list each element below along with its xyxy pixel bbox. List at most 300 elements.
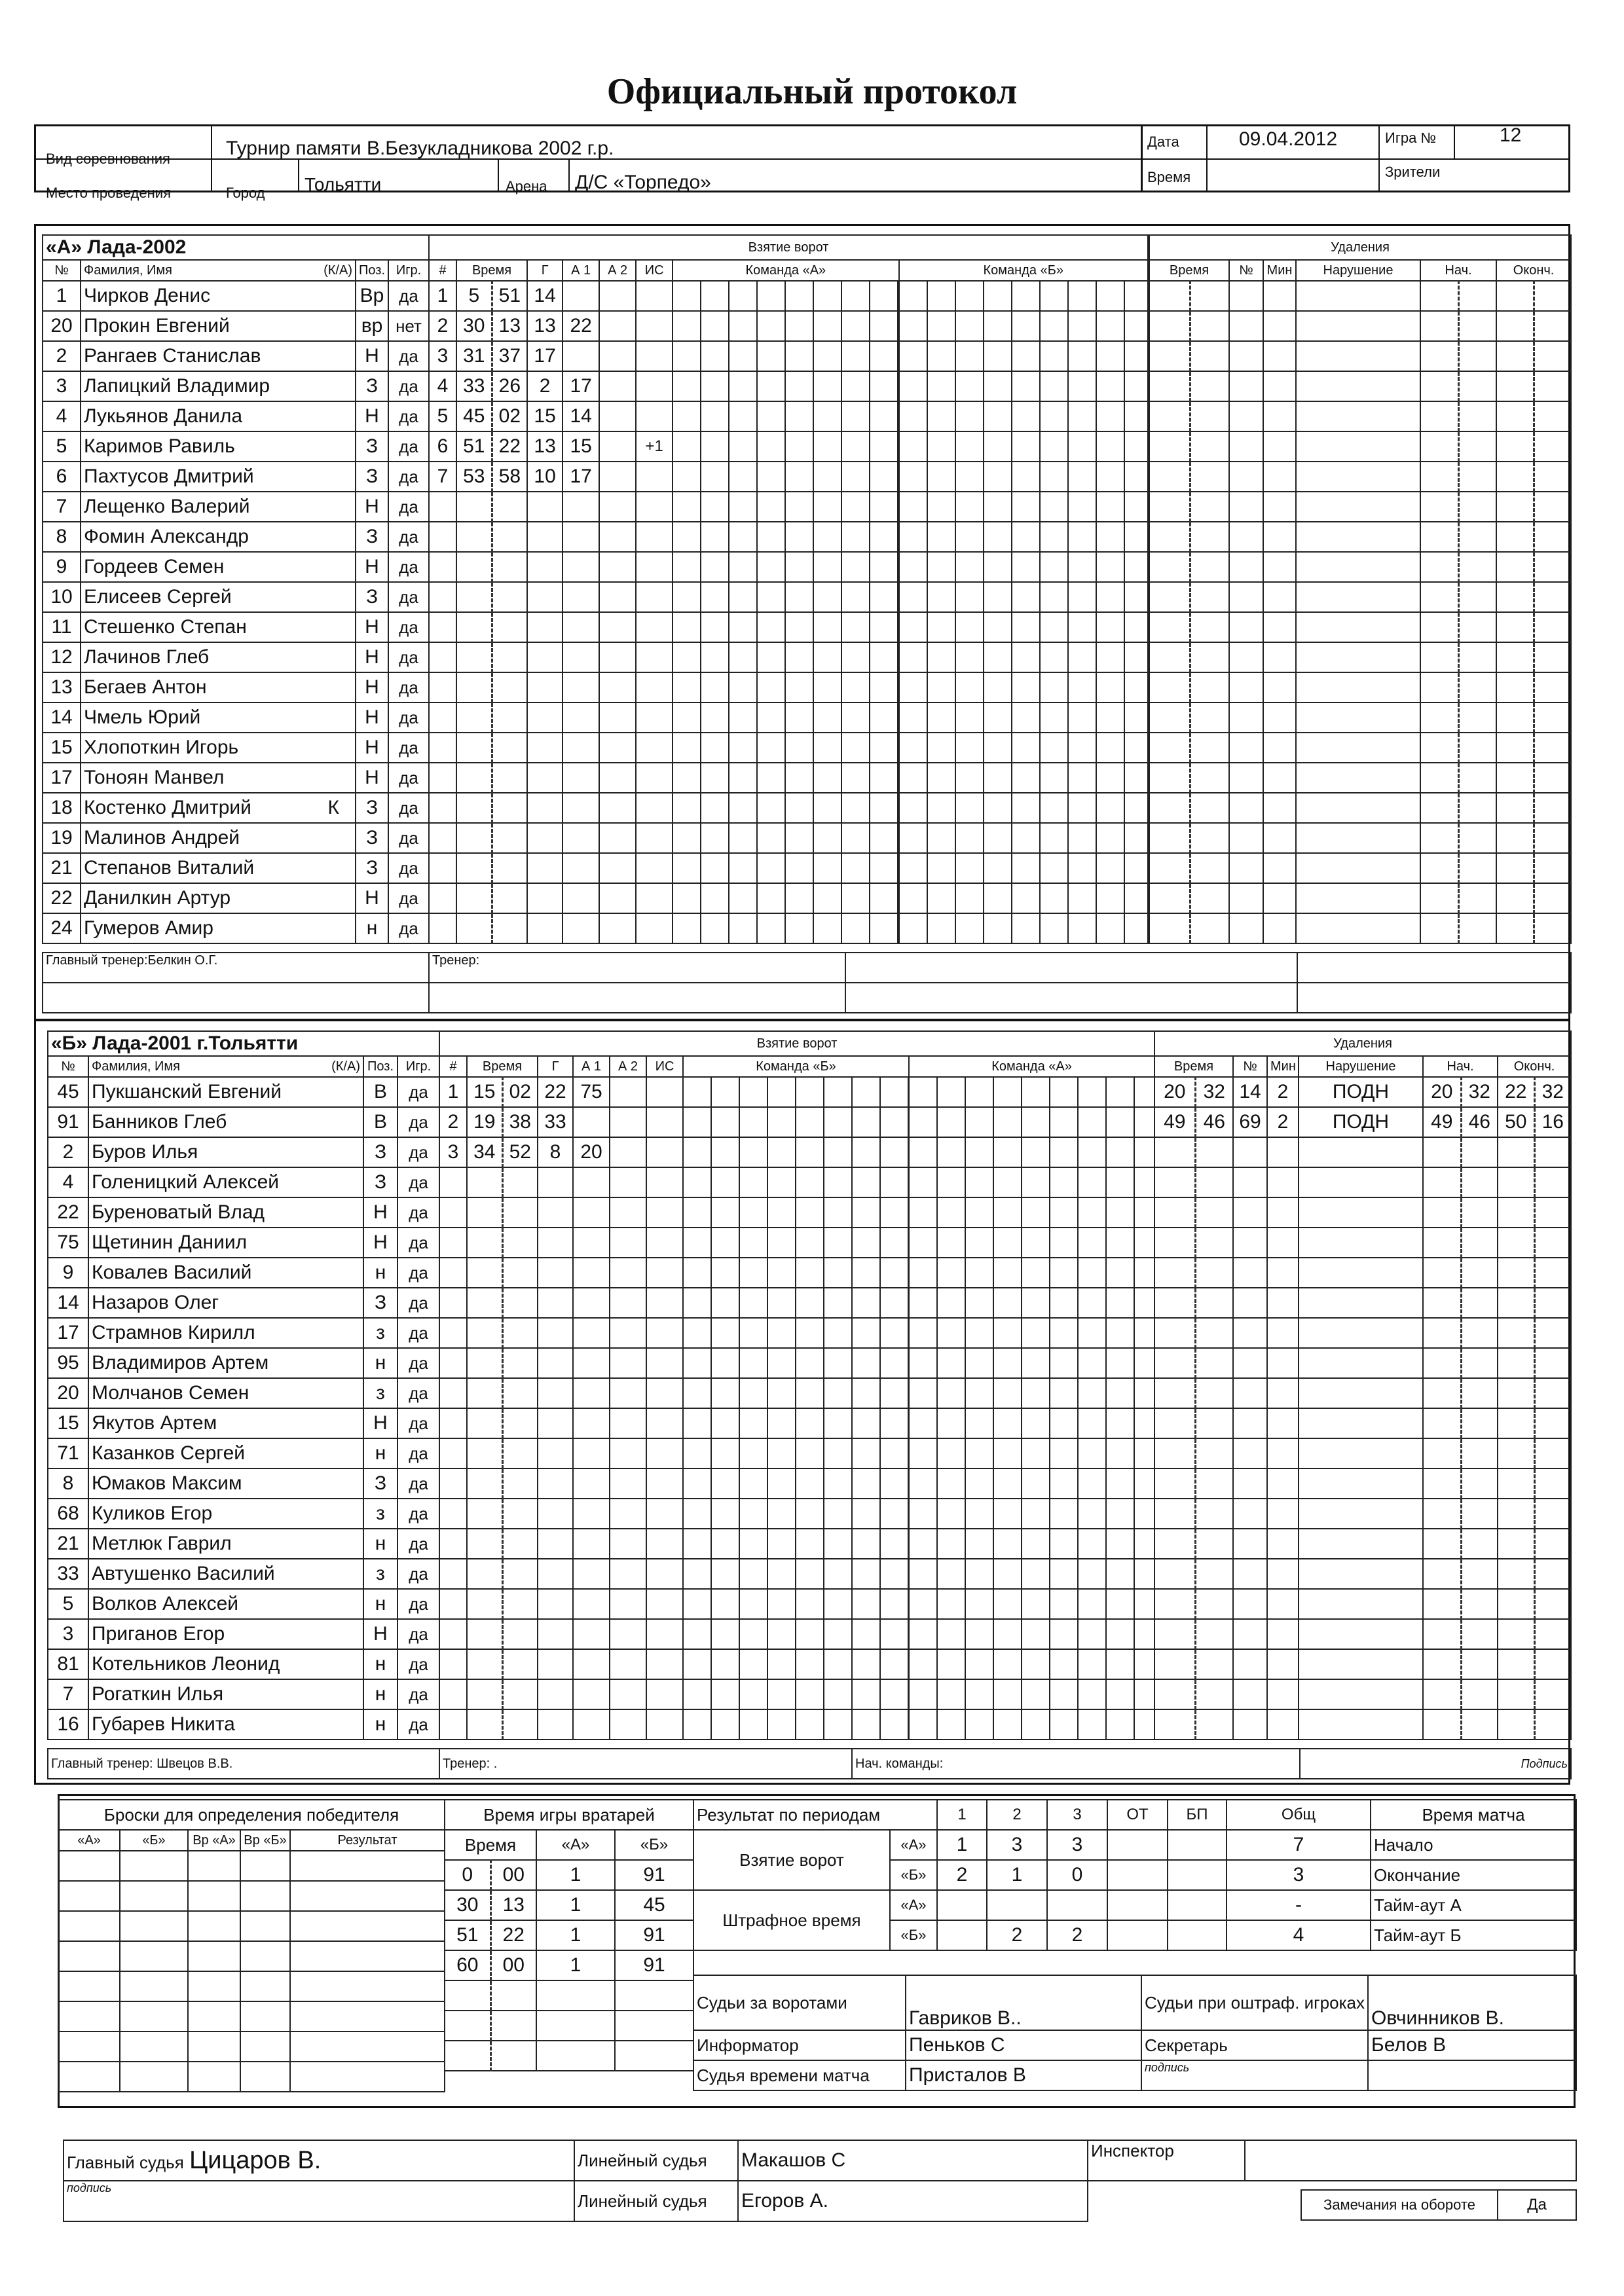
pen-start-min bbox=[1420, 371, 1458, 401]
goal-second: 52 bbox=[502, 1137, 538, 1167]
player-position: Н bbox=[356, 702, 388, 733]
pen-end-min bbox=[1498, 1258, 1534, 1288]
pen-minute bbox=[1154, 1378, 1195, 1408]
pen-end-sec bbox=[1534, 1137, 1571, 1167]
goal-number: 2 bbox=[429, 311, 456, 341]
player-played: да bbox=[397, 1499, 439, 1529]
inspector-label: Инспектор bbox=[1088, 2140, 1245, 2181]
pen-start-sec bbox=[1461, 1529, 1498, 1559]
goals-b-ot bbox=[1107, 1860, 1168, 1890]
table-row bbox=[1154, 1468, 1571, 1499]
goal-scorer bbox=[527, 823, 563, 853]
table-row bbox=[439, 1709, 1154, 1740]
pen-minute bbox=[1149, 582, 1190, 612]
team-a-grid bbox=[673, 883, 898, 913]
player-position: Н bbox=[356, 672, 388, 702]
timeout-b-label: Тайм-аут Б bbox=[1371, 1920, 1576, 1950]
goal-situation bbox=[636, 883, 673, 913]
player-position: вр bbox=[356, 311, 388, 341]
player-number: 17 bbox=[48, 1318, 88, 1348]
player-name: Степанов Виталий bbox=[81, 853, 356, 883]
goal-second bbox=[492, 853, 527, 883]
city-value: Тольятти bbox=[304, 174, 382, 194]
results-title: Результат по периодам bbox=[693, 1800, 937, 1830]
table-row bbox=[439, 1348, 1154, 1378]
pen-minute bbox=[1149, 341, 1190, 371]
goal-second bbox=[492, 702, 527, 733]
table-row bbox=[439, 1318, 1154, 1348]
team-b-grid bbox=[899, 401, 1149, 431]
penalties-heading: Удаления bbox=[1154, 1031, 1571, 1056]
row-a-label: «А» bbox=[890, 1890, 937, 1920]
col-goal-time: Время bbox=[456, 260, 527, 281]
table-row bbox=[58, 1911, 445, 1941]
pen-start-min bbox=[1423, 1167, 1461, 1197]
goal-second bbox=[492, 492, 527, 522]
col-pen-no: № bbox=[1229, 260, 1263, 281]
goal-second bbox=[502, 1529, 538, 1559]
table-row bbox=[1154, 1499, 1571, 1529]
goal-scorer: 2 bbox=[527, 371, 563, 401]
pen-start-sec bbox=[1458, 793, 1496, 823]
goal-situation bbox=[636, 612, 673, 642]
pen-violation bbox=[1296, 853, 1420, 883]
pen-a-bp bbox=[1168, 1890, 1227, 1920]
pen-end-min bbox=[1498, 1709, 1534, 1740]
goal-situation bbox=[636, 702, 673, 733]
pen-start-sec bbox=[1458, 763, 1496, 793]
goal-assist-1: 17 bbox=[563, 462, 599, 492]
goalie-second: 22 bbox=[490, 1920, 536, 1950]
goal-situation bbox=[646, 1258, 683, 1288]
table-row bbox=[1154, 1709, 1571, 1740]
goal-scorer: 17 bbox=[527, 341, 563, 371]
goal-scorer bbox=[538, 1468, 573, 1499]
player-played: да bbox=[397, 1559, 439, 1589]
col-goalie-b: «Б» bbox=[615, 1830, 693, 1860]
pen-a-p1 bbox=[937, 1890, 987, 1920]
pen-end-sec bbox=[1534, 281, 1571, 311]
pen-minute bbox=[1149, 462, 1190, 492]
col-pen-end: Оконч. bbox=[1496, 260, 1571, 281]
player-number: 2 bbox=[48, 1137, 88, 1167]
player-played: да bbox=[388, 672, 429, 702]
player-number: 14 bbox=[43, 702, 81, 733]
goal-judges-label: Судьи за воротами bbox=[693, 1975, 906, 2030]
goal-assist-1 bbox=[573, 1288, 610, 1318]
sign-label: подпись bbox=[1141, 2060, 1368, 2090]
table-row bbox=[1154, 1137, 1571, 1167]
goals-b-p2: 1 bbox=[987, 1860, 1047, 1890]
goal-assist-1 bbox=[573, 1499, 610, 1529]
goal-minute bbox=[467, 1649, 502, 1679]
player-name: Буреноватый Влад bbox=[88, 1197, 363, 1228]
pen-minute bbox=[1149, 552, 1190, 582]
player-played: да bbox=[388, 612, 429, 642]
pen-minutes bbox=[1263, 522, 1296, 552]
pen-second bbox=[1190, 672, 1229, 702]
goals-b-p1: 2 bbox=[937, 1860, 987, 1890]
goal-assist-1 bbox=[573, 1649, 610, 1679]
pen-start-min bbox=[1420, 311, 1458, 341]
player-name: Гордеев Семен bbox=[81, 552, 356, 582]
pen-second bbox=[1195, 1197, 1233, 1228]
pen-end-sec bbox=[1534, 371, 1571, 401]
table-row bbox=[439, 1137, 1154, 1167]
pen-start-sec bbox=[1458, 823, 1496, 853]
shootout-cell bbox=[240, 2001, 290, 2032]
goal-number: 1 bbox=[439, 1077, 467, 1107]
player-name: Казанков Сергей bbox=[88, 1438, 363, 1468]
penalty-judges-label: Судьи при оштраф. игроках bbox=[1141, 1975, 1368, 2030]
pen-start-sec bbox=[1461, 1619, 1498, 1649]
pen-end-sec bbox=[1534, 733, 1571, 763]
timekeeper-value: Присталов В bbox=[906, 2060, 1141, 2090]
pen-end-min bbox=[1498, 1228, 1534, 1258]
goal-minute: 31 bbox=[456, 341, 492, 371]
table-row bbox=[48, 1468, 439, 1499]
goal-second bbox=[502, 1679, 538, 1709]
player-position: Н bbox=[356, 733, 388, 763]
pen-second bbox=[1195, 1228, 1233, 1258]
table-row bbox=[1149, 702, 1571, 733]
goal-number: 4 bbox=[429, 371, 456, 401]
player-name: Данилкин Артур bbox=[81, 883, 356, 913]
goal-scorer bbox=[538, 1619, 573, 1649]
pen-minutes bbox=[1263, 552, 1296, 582]
player-number: 20 bbox=[48, 1378, 88, 1408]
player-position: В bbox=[363, 1077, 397, 1107]
pen-start-min: 49 bbox=[1423, 1107, 1461, 1137]
pen-second bbox=[1190, 763, 1229, 793]
col-pen-no: № bbox=[1233, 1056, 1267, 1077]
goal-scorer: 33 bbox=[538, 1107, 573, 1137]
player-name: Котельников Леонид bbox=[88, 1649, 363, 1679]
competition-value: Турнир памяти В.Безукладникова 2002 г.р. bbox=[226, 137, 614, 159]
table-row bbox=[43, 793, 429, 823]
pen-second bbox=[1195, 1288, 1233, 1318]
team-a-grid bbox=[683, 1559, 909, 1589]
pen-violation bbox=[1296, 582, 1420, 612]
goal-second bbox=[492, 823, 527, 853]
divider bbox=[498, 158, 499, 192]
goal-minute: 34 bbox=[467, 1137, 502, 1167]
team-a-grid bbox=[683, 1348, 909, 1378]
pen-start-min bbox=[1423, 1589, 1461, 1619]
pen-minute bbox=[1149, 522, 1190, 552]
pen-start-sec bbox=[1458, 341, 1496, 371]
goal-number: 5 bbox=[429, 401, 456, 431]
table-row bbox=[439, 1258, 1154, 1288]
goal-assist-1 bbox=[573, 1559, 610, 1589]
goal-assist-2 bbox=[610, 1559, 646, 1589]
player-name: Каримов Равиль bbox=[81, 431, 356, 462]
pen-end-sec bbox=[1534, 1258, 1571, 1288]
goal-assist-1 bbox=[573, 1679, 610, 1709]
goal-assist-2 bbox=[599, 431, 636, 462]
table-row bbox=[48, 1529, 439, 1559]
table-row bbox=[439, 1288, 1154, 1318]
goal-number bbox=[439, 1228, 467, 1258]
table-row bbox=[429, 733, 1148, 763]
pen-minutes bbox=[1267, 1288, 1299, 1318]
goal-scorer bbox=[538, 1318, 573, 1348]
team-b-grid bbox=[899, 492, 1149, 522]
player-number: 21 bbox=[43, 853, 81, 883]
goal-situation bbox=[646, 1408, 683, 1438]
shootout-cell bbox=[58, 1881, 120, 1911]
goal-second bbox=[502, 1589, 538, 1619]
player-name: Лещенко Валерий bbox=[81, 492, 356, 522]
pen-player bbox=[1229, 642, 1263, 672]
goal-situation bbox=[636, 913, 673, 943]
team-b-coach: Главный тренер: Швецов В.В. bbox=[48, 1749, 439, 1779]
pen-end-sec bbox=[1534, 823, 1571, 853]
player-name: Прокин Евгений bbox=[81, 311, 356, 341]
pen-end-min bbox=[1498, 1197, 1534, 1228]
goal-minute: 45 bbox=[456, 401, 492, 431]
pen-start-min bbox=[1423, 1709, 1461, 1740]
goalie-minute bbox=[445, 2011, 490, 2041]
place-label: Место проведения bbox=[46, 185, 171, 201]
pen-end-min bbox=[1498, 1468, 1534, 1499]
player-number: 45 bbox=[48, 1077, 88, 1107]
col-goalie-a: «А» bbox=[536, 1830, 615, 1860]
goal-assist-1 bbox=[573, 1468, 610, 1499]
pen-second bbox=[1195, 1529, 1233, 1559]
table-row bbox=[1149, 552, 1571, 582]
player-number: 15 bbox=[43, 733, 81, 763]
pen-second bbox=[1195, 1709, 1233, 1740]
goal-assist-2 bbox=[599, 763, 636, 793]
goals-a-bp bbox=[1168, 1830, 1227, 1860]
table-row bbox=[1154, 1649, 1571, 1679]
goal-assist-2 bbox=[599, 642, 636, 672]
player-played: да bbox=[397, 1318, 439, 1348]
shootout-cell bbox=[58, 2001, 120, 2032]
goal-number: 1 bbox=[429, 281, 456, 311]
pen-end-sec bbox=[1534, 492, 1571, 522]
player-position: н bbox=[363, 1348, 397, 1378]
shootout-cell bbox=[58, 1941, 120, 1971]
pen-start-sec bbox=[1458, 612, 1496, 642]
goal-situation bbox=[646, 1589, 683, 1619]
col-assist-1: А 1 bbox=[573, 1056, 610, 1077]
shootout-cell bbox=[240, 1971, 290, 2001]
goal-assist-2 bbox=[599, 793, 636, 823]
goal-situation bbox=[646, 1529, 683, 1559]
team-b-grid bbox=[909, 1378, 1154, 1408]
table-row bbox=[439, 1077, 1154, 1107]
pen-end-min bbox=[1498, 1438, 1534, 1468]
pen-end-sec bbox=[1534, 1288, 1571, 1318]
goal-assist-1: 15 bbox=[563, 431, 599, 462]
pen-start-sec bbox=[1458, 702, 1496, 733]
goal-scorer bbox=[538, 1288, 573, 1318]
team-a-grid bbox=[673, 401, 898, 431]
player-number: 15 bbox=[48, 1408, 88, 1438]
goal-minute bbox=[456, 883, 492, 913]
pen-end-sec bbox=[1534, 793, 1571, 823]
goal-scorer: 10 bbox=[527, 462, 563, 492]
pen-violation bbox=[1296, 702, 1420, 733]
pen-end-sec bbox=[1534, 1559, 1571, 1589]
table-row bbox=[429, 763, 1148, 793]
goal-assist-1 bbox=[563, 612, 599, 642]
goalie-minute: 0 bbox=[445, 1860, 490, 1890]
goal-assist-1 bbox=[563, 552, 599, 582]
goal-minute bbox=[467, 1167, 502, 1197]
pen-start-min bbox=[1423, 1408, 1461, 1438]
team-b-grid bbox=[899, 341, 1149, 371]
pen-minute bbox=[1149, 401, 1190, 431]
pen-second bbox=[1190, 883, 1229, 913]
team-a-goals bbox=[428, 234, 1149, 944]
player-number: 8 bbox=[43, 522, 81, 552]
pen-end-min bbox=[1498, 1589, 1534, 1619]
pen-player bbox=[1233, 1649, 1267, 1679]
goal-assist-2 bbox=[599, 672, 636, 702]
pen-player bbox=[1233, 1408, 1267, 1438]
table-row bbox=[429, 522, 1148, 552]
goal-second: 26 bbox=[492, 371, 527, 401]
goal-scorer bbox=[527, 853, 563, 883]
goalie-second bbox=[490, 2011, 536, 2041]
pen-second bbox=[1190, 853, 1229, 883]
player-position: Н bbox=[356, 552, 388, 582]
player-number: 18 bbox=[43, 793, 81, 823]
table-row bbox=[1149, 733, 1571, 763]
pen-start-min bbox=[1423, 1649, 1461, 1679]
team-a-grid bbox=[683, 1107, 909, 1137]
pen-start-min bbox=[1423, 1228, 1461, 1258]
player-number: 7 bbox=[48, 1679, 88, 1709]
goal-assist-2 bbox=[599, 612, 636, 642]
goal-minute bbox=[456, 823, 492, 853]
team-a-grid bbox=[683, 1529, 909, 1559]
pen-violation bbox=[1299, 1137, 1423, 1167]
pen-second bbox=[1195, 1137, 1233, 1167]
table-row bbox=[48, 1709, 439, 1740]
pen-second bbox=[1190, 371, 1229, 401]
pen-second: 46 bbox=[1195, 1107, 1233, 1137]
pen-minute bbox=[1149, 672, 1190, 702]
player-name: Елисеев Сергей bbox=[81, 582, 356, 612]
col-name: Фамилия, Имя bbox=[84, 263, 172, 278]
goal-situation bbox=[646, 1649, 683, 1679]
pen-end-min: 22 bbox=[1498, 1077, 1534, 1107]
match-time-table bbox=[1370, 1799, 1577, 1951]
goal-minute bbox=[467, 1468, 502, 1499]
pen-second bbox=[1190, 492, 1229, 522]
col-pen-min: Мин bbox=[1267, 1056, 1299, 1077]
table-row bbox=[429, 462, 1148, 492]
table-row bbox=[1154, 1167, 1571, 1197]
pen-start-sec bbox=[1458, 311, 1496, 341]
game-value: 12 bbox=[1500, 124, 1522, 146]
pen-start-min bbox=[1423, 1559, 1461, 1589]
team-b-penalties bbox=[1154, 1030, 1572, 1740]
goal-second: 22 bbox=[492, 431, 527, 462]
team-a-grid bbox=[673, 492, 898, 522]
pen-player bbox=[1229, 371, 1263, 401]
pen-second bbox=[1195, 1468, 1233, 1499]
player-played: да bbox=[397, 1468, 439, 1499]
pen-start-sec bbox=[1461, 1228, 1498, 1258]
goal-scorer bbox=[538, 1378, 573, 1408]
player-number: 16 bbox=[48, 1709, 88, 1740]
pen-start-sec bbox=[1461, 1167, 1498, 1197]
goal-scorer bbox=[538, 1709, 573, 1740]
shootout-cell bbox=[240, 2062, 290, 2092]
goal-second bbox=[502, 1228, 538, 1258]
goal-number bbox=[439, 1167, 467, 1197]
goal-second bbox=[502, 1288, 538, 1318]
shootout-cell bbox=[58, 1911, 120, 1941]
team-b-grid bbox=[909, 1679, 1154, 1709]
goalie-a: 1 bbox=[536, 1920, 615, 1950]
col-goal-no: # bbox=[439, 1056, 467, 1077]
player-position: н bbox=[363, 1529, 397, 1559]
goal-assist-1 bbox=[563, 883, 599, 913]
team-b-grid bbox=[909, 1589, 1154, 1619]
goal-second bbox=[492, 733, 527, 763]
table-row bbox=[1154, 1679, 1571, 1709]
team-b-grid bbox=[899, 733, 1149, 763]
pen-start-sec bbox=[1458, 462, 1496, 492]
remarks-label: Замечания на обороте bbox=[1301, 2190, 1498, 2220]
pen-start-sec bbox=[1458, 733, 1496, 763]
col-team-b: Команда «Б» bbox=[683, 1056, 909, 1077]
player-number: 95 bbox=[48, 1348, 88, 1378]
pen-start-min bbox=[1420, 341, 1458, 371]
goal-second: 38 bbox=[502, 1107, 538, 1137]
pen-end-sec bbox=[1534, 401, 1571, 431]
pen-violation bbox=[1296, 281, 1420, 311]
player-position: З bbox=[356, 823, 388, 853]
goal-situation bbox=[636, 582, 673, 612]
player-number: 7 bbox=[43, 492, 81, 522]
pen-minute bbox=[1154, 1649, 1195, 1679]
pen-second bbox=[1195, 1589, 1233, 1619]
goal-assist-2 bbox=[599, 823, 636, 853]
col-pos: Поз. bbox=[363, 1056, 397, 1077]
divider bbox=[211, 124, 212, 192]
remarks-table bbox=[1301, 2189, 1577, 2221]
player-position: Н bbox=[356, 492, 388, 522]
shootout-cell bbox=[120, 2032, 188, 2062]
goal-assist-1 bbox=[573, 1408, 610, 1438]
table-row bbox=[48, 1348, 439, 1378]
pen-end-min bbox=[1498, 1679, 1534, 1709]
pen-end-sec bbox=[1534, 1499, 1571, 1529]
goal-scorer bbox=[538, 1649, 573, 1679]
team-a-grid bbox=[683, 1197, 909, 1228]
pen-minute bbox=[1149, 733, 1190, 763]
pen-minute bbox=[1154, 1468, 1195, 1499]
goal-minute bbox=[467, 1408, 502, 1438]
goal-minute bbox=[467, 1228, 502, 1258]
pen-minutes bbox=[1267, 1137, 1299, 1167]
player-played: да bbox=[397, 1589, 439, 1619]
city-label: Город bbox=[226, 185, 265, 201]
pen-minutes bbox=[1263, 823, 1296, 853]
goal-situation bbox=[636, 462, 673, 492]
player-number: 17 bbox=[43, 763, 81, 793]
table-row bbox=[1149, 913, 1571, 943]
pen-second bbox=[1190, 281, 1229, 311]
goal-second bbox=[502, 1318, 538, 1348]
